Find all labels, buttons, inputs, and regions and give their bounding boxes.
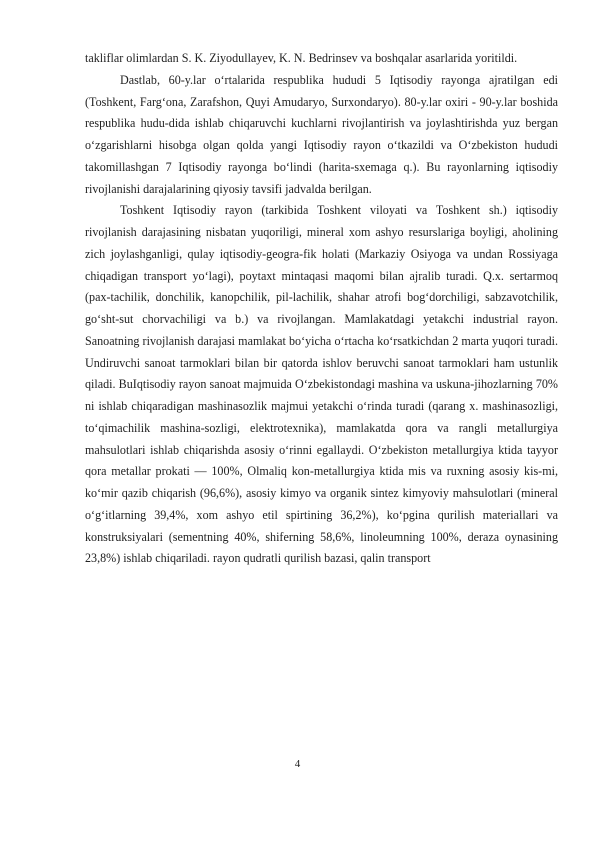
page-number: 4	[294, 758, 301, 770]
body-text	[85, 48, 558, 570]
paragraph-continuation: takliflar olimlardan S. K. Ziyodullayev, K. N. Bedrinsev va boshqalar asarlarida yoritildi.	[85, 51, 518, 65]
paragraph-tashkent-region: Toshkent Iqtisodiy rayon (tarkibida Toshkent viloyati va Toshkent sh.) iqtisodiy rivojlanish darajasining nisbatan yuqoriligi, mineral xom ashyo resurslariga boyligi, aholining zich joylashganligi, qulay iqtisodiy-geogra-fik holati (Markaziy Osiyoga va undan Rossiyaga chiqadigan transport yo‘lagi), poytaxt mintaqasi maqomi bilan ajralib turadi. Q.x. sertarmoq (pax-tachilik, donchilik, kanopchilik, pil-lachilik, shahar atrofi bog‘dorchiligi, sabzavotchilik, go‘sht-sut chorvachiligi va b.) va rivojlangan. Mamlakatdagi yetakchi industrial rayon. Sanoatning rivojlanish darajasi mamlakat bo‘yicha o‘rtacha ko‘rsatkichdan 2 marta yuqori turadi. Undiruvchi sanoat tarmoklari bilan bir qatorda ishlov beruvchi sanoat tarmoklari ham ustunlik qiladi. BuIqtisodiy rayon sanoat majmuida O‘zbekistondagi mashina va uskuna-jihozlarning 70% ni ishlab chiqaradigan mashinasozlik majmui yetakchi o‘rinda turadi (qarang x. mashinasozligi, to‘qimachilik mashina-sozligi, elektrotexnika), mamlakatda qora va rangli metallurgiya mahsulotlari ishlab chiqarishda asosiy o‘rinni egallaydi. O‘zbekiston metallurgiya ktida tayyor qora metallar prokati — 100%, Olmaliq kon-metallurgiya ktida mis va ruxning asosiy kis-mi, ko‘mir qazib chiqarish (96,6%), asosiy kimyo va organik sintez kimyoviy mahsulotlari (mineral o‘g‘itlarning 39,4%, xom ashyo etil spirtining 36,2%), ko‘pgina qurilish materiallari va konstruksiyalari (sementning 40%, shiferning 58,6%, linoleumning 100%, deraza oynasining 23,8%) ishlab chiqariladi. rayon qudratli qurilish bazasi, qalin transport	[85, 203, 558, 566]
paragraph-economic-regions: Dastlab, 60-y.lar o‘rtalarida respublika hududi 5 Iqtisodiy rayonga ajratilgan edi (Toshkent, Farg‘ona, Zarafshon, Quyi Amudaryo, Surxondaryo). 80-y.lar oxiri - 90-y.lar boshida respublika hudu-dida ishlab chiqaruvchi kuchlarni rivojlantirish va joylashtirishda yuz bergan o‘zgarishlarni hisobga olgan qolda yangi Iqtisodiy rayon o‘tkazildi va O‘zbekiston hududi takomillashgan 7 Iqtisodiy rayonga bo‘lindi (harita-sxemaga q.). Bu rayonlarning iqtisodiy rivojlanishi darajalarining qiyosiy tavsifi jadvalda berilgan.	[85, 72, 558, 196]
